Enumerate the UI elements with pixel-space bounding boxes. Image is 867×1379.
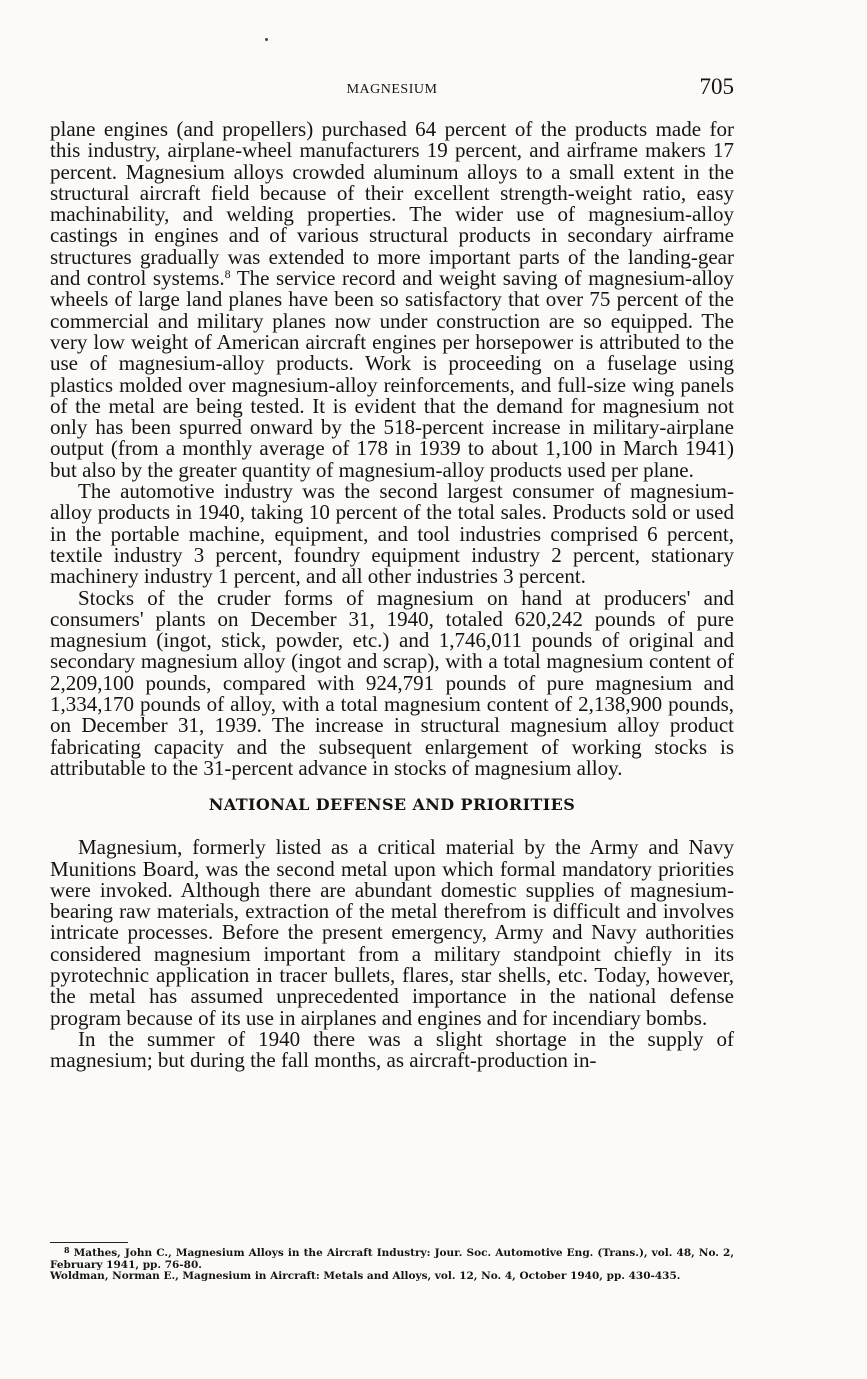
page-number: 705	[699, 74, 734, 99]
page-header	[50, 74, 734, 106]
paragraph-stocks: Stocks of the cruder forms of magnesium on hand at producers' and consumers' plants on December 31, 1940, totaled 620,242 pounds of pure magnesium (ingot, stick, powder, etc.) and 1,746,011 pounds of original and secondary magnesium alloy (ingot and scrap), with a total magnesium content of 2,209,100 pounds, compared with 924,791 pounds of pure magnesium and 1,334,170 pounds of alloy, with a total magnesium content of 2,138,900 pounds, on December 31, 1939. The increase in structural magnesium alloy product fabricating capacity and the subsequent enlargement of working stocks is attributable to the 31-percent advance in stocks of magnesium alloy.	[50, 585, 734, 780]
paragraph-automotive: The automotive industry was the second largest consumer of magnesium-alloy products in 1940, taking 10 percent of the total sales. Products sold or used in the portable machine, equipment, and tool industries comprised 6 percent, textile industry 3 percent, foundry equipment industry 2 percent, stationary machinery industry 1 percent, and all other industries 3 percent.	[50, 479, 734, 589]
stray-ink-mark	[265, 38, 268, 41]
running-head: MAGNESIUM	[346, 82, 438, 97]
section-heading: NATIONAL DEFENSE AND PRIORITIES	[208, 795, 576, 815]
paragraph-defense: Magnesium, formerly listed as a critical material by the Army and Navy Munitions Board, was the second metal upon which formal mandatory priorities were invoked. Although there are abundant domestic supplies of magnesium-bearing raw materials, extraction of the metal therefrom is difficult and involves intricate processes. Before the present emergency, Army and Navy authorities considered magnesium important from a military standpoint chiefly in its pyrotechnic application in tracer bullets, flares, star shells, etc. Today, however, the metal has assumed unprecedented importance in the national defense program because of its use in airplanes and engines and for incendiary bombs.	[50, 835, 734, 1030]
footnote-divider	[50, 1242, 128, 1243]
footnote-8-continuation: Woldman, Norman E., Magnesium in Aircraft: Metals and Alloys, vol. 12, No. 4, October 1940, pp. 430-435.	[50, 1270, 681, 1283]
body-text	[50, 119, 734, 1071]
footnote-mark: 8	[64, 1245, 70, 1255]
paragraph-shortage: In the summer of 1940 there was a slight shortage in the supply of magnesium; but during the fall months, as aircraft-production in-	[50, 1026, 734, 1073]
footnote-8	[50, 1245, 734, 1271]
footnotes	[50, 1238, 734, 1283]
paragraph-aircraft-use-part1: plane engines (and propellers) purchased 64 percent of the products made for this industry, airplane-wheel manufacturers 19 percent, and airframe makers 17 percent. Magnesium alloys crowded aluminum alloys to a small extent in the structural aircraft field because of their excellent strength-weight ratio, easy machinability, and welding properties. The wider use of magnesium-alloy castings in engines and of various structural products in secondary airframe structures gradually was extended to more important parts of the landing-gear and control systems.	[50, 117, 734, 291]
footnote-8-text: Mathes, John C., Magnesium Alloys in the Aircraft Industry: Jour. Soc. Automotive Eng. (Trans.), vol. 48, No. 2, February 1941, pp. 76-80.	[50, 1247, 734, 1271]
footnote-reference: 8	[224, 267, 231, 282]
paragraph-aircraft-use	[50, 119, 734, 481]
paragraph-aircraft-use-part2: The service record and weight saving of magnesium-alloy wheels of large land planes have been so satisfactory that over 75 percent of the commercial and military planes now under construction are so equipped. The very low weight of American aircraft engines per horsepower is attributed to the use of magnesium-alloy products. Work is proceeding on a fuselage using plastics molded over magnesium-alloy reinforcements, and full-size wing panels of the metal are being tested. It is evident that the demand for magnesium not only has been spurred onward by the 518-percent increase in military-airplane output (from a monthly average of 178 in 1939 to about 1,100 in March 1941) but also by the greater quantity of magnesium-alloy products used per plane.	[50, 266, 734, 482]
